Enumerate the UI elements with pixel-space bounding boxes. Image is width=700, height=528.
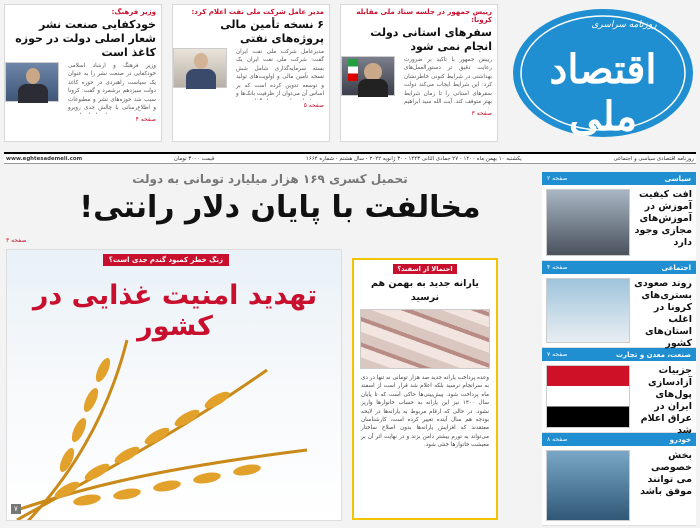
section-page: صفحه ۴ bbox=[547, 264, 568, 271]
masthead[interactable] bbox=[510, 6, 696, 140]
teaser-body: رییس جمهور با تاکید بر ضرورت رعایت دقیق تر دستورالعمل‌های بهداشتی در شرایط کنونی خاطرنشان کرد: این شرایط ایجاب می‌کند دولت سفرهای استانی را تا زمان شرایط بهتر متوقف کند. آیت الله سید ابراهیم bbox=[404, 57, 492, 106]
dateline-website[interactable]: www.eghtesademeli.com bbox=[6, 155, 83, 162]
dateline bbox=[4, 152, 696, 164]
teaser-kicker: مدیر عامل شرکت ملی نفت اعلام کرد: bbox=[191, 8, 324, 16]
dateline-date: یکشنبه ۱۰ بهمن ماه ۱۴۰۰ - ۲۷ جمادی الثانی ۱۴۴۳ - ۳۰ ژانویه ۲۰۲۲ - سال هشتم - شماره ۱۶۶۴ bbox=[306, 155, 522, 162]
sidebar-item-text: جزییات آزادسازی پول‌های ایران در عراق اعلام شد bbox=[640, 365, 692, 436]
teaser-body: مدیرعامل شرکت ملی نفت ایران گفت: شرکت ملی نفت ایران یک بسته سرمایه‌گذاری شامل شش نسخه تأمین مالی و اولویت‌های تولید و توسعه تدوین کرده است که بر اساس آن می‌توان از ظرفیت بانک‌ها و bbox=[236, 49, 324, 98]
section-page: صفحه ۸ bbox=[547, 436, 568, 443]
lead-headline[interactable]: مخالفت با پایان دلار رانتی! bbox=[79, 190, 481, 225]
sidebar-header-political[interactable] bbox=[542, 172, 696, 185]
teaser-headline[interactable]: ۶ نسخه تأمین مالی پروژه‌های نفتی bbox=[220, 18, 324, 45]
section-name: اجتماعی bbox=[661, 263, 691, 272]
section-name: صنعت، معدن و تجارت bbox=[616, 350, 691, 359]
teaser-culture[interactable] bbox=[4, 4, 162, 142]
sidebar-item-text: روند صعودی بستری‌های کرونا در اغلب استان‌های کشور bbox=[634, 278, 692, 349]
sidebar-item[interactable] bbox=[542, 274, 696, 348]
feature-kicker: زنگ خطر کمبود گندم جدی است؟ bbox=[103, 254, 229, 266]
hospital-photo bbox=[546, 278, 630, 343]
dateline-right: روزنامه اقتصادی سیاسی و اجتماعی bbox=[613, 155, 694, 162]
box-body: وعده پرداخت یارانه جدید صد هزار تومانی نه تنها در دی به سرانجام نرسید بلکه اعلام شد قرار است از اسفند ماه پرداخت شود. پیش‌بینی‌ها حاکی است که تا پایان سال ۱۴۰۰ نیز این یارانه به حساب خانوارها واریز نشود. در حالی که ارقام مربوط به یارانه‌ها در لایحه بودجه هم سال آینده تغییر کرده است، کارشناسان معتقدند که افزایش یارانه‌ها بدون اصلاح ساختار می‌تواند به تورم بیشتر دامن بزند و در نهایت اثر آن بر معیشت خانوارها خنثی شود. bbox=[361, 375, 490, 449]
masthead-title: اقتصاد ملی bbox=[549, 46, 657, 140]
section-name: سیاسی bbox=[664, 174, 691, 183]
teaser-covid[interactable] bbox=[340, 4, 498, 142]
section-page: صفحه ۲ bbox=[547, 175, 568, 182]
box-page[interactable] bbox=[354, 519, 496, 520]
sidebar-header-auto[interactable] bbox=[542, 433, 696, 446]
dateline-price: قیمت ۳۰۰۰ تومان bbox=[173, 155, 215, 162]
sidebar-item[interactable] bbox=[542, 185, 696, 261]
box-headline[interactable]: یارانه جدید به بهمن هم نرسید bbox=[371, 278, 479, 303]
banknotes-photo bbox=[360, 309, 490, 369]
teaser-kicker: وزیر فرهنگ: bbox=[111, 8, 156, 16]
teaser-page[interactable]: صفحه ۴ bbox=[135, 116, 156, 123]
teaser-page[interactable]: صفحه ۵ bbox=[303, 102, 324, 109]
subsidy-box[interactable] bbox=[352, 258, 498, 520]
teaser-oil[interactable] bbox=[172, 4, 330, 142]
lead-subhead: تحمیل کسری ۱۶۹ هزار میلیارد تومانی به دولت bbox=[132, 172, 408, 186]
sidebar-item[interactable] bbox=[542, 361, 696, 436]
feature-page[interactable]: ۷ bbox=[11, 504, 21, 514]
oil-ceo-photo bbox=[173, 48, 227, 88]
teaser-headline[interactable]: خودکفایی صنعت نشر شعار اصلی دولت در حوزه کاغذ است bbox=[15, 18, 156, 59]
minister-photo bbox=[5, 62, 59, 102]
flags-photo bbox=[546, 365, 630, 428]
sidebar-item[interactable] bbox=[542, 446, 696, 526]
sidebar bbox=[542, 172, 696, 526]
section-page: صفحه ۷ bbox=[547, 351, 568, 358]
student-photo bbox=[546, 189, 630, 256]
sidebar-header-industry[interactable] bbox=[542, 348, 696, 361]
sidebar-item-text: بخش خصوصی می توانند موفق باشد bbox=[640, 450, 692, 497]
teaser-kicker: رییس جمهور در جلسه ستاد ملی مقابله کرونا: bbox=[356, 8, 492, 24]
section-name: خودرو bbox=[669, 435, 691, 444]
sidebar-header-social[interactable] bbox=[542, 261, 696, 274]
feature-headline[interactable]: تهدید امنیت غذایی در کشور bbox=[32, 280, 318, 342]
teaser-page[interactable]: صفحه ۳ bbox=[471, 110, 492, 117]
lead-page[interactable]: صفحه ۳ bbox=[6, 237, 27, 244]
teaser-headline[interactable]: سفرهای استانی دولت انجام نمی شود bbox=[370, 26, 492, 53]
president-photo bbox=[341, 56, 395, 96]
feature-wheat[interactable] bbox=[6, 249, 342, 521]
sidebar-item-text: افت کیفیت آموزش در آموزش‌های مجازی وجود دارد bbox=[634, 189, 692, 248]
masthead-tagline: روزنامه سراسری bbox=[591, 20, 657, 30]
box-kicker: احتمالا از اسفند؟ bbox=[393, 264, 457, 274]
car-factory-photo bbox=[546, 450, 630, 521]
teaser-body: وزیر فرهنگ و ارشاد اسلامی خودکفایی در صنعت نشر را به عنوان یک سیاست راهبردی در حوزه کاغذ دولت سیزدهم برشمرد و گفت: کرونا سبب شد حوزه‌های نشر و مطبوعات و اطلاع‌رسانی با چالش جدی روبرو bbox=[68, 63, 156, 112]
